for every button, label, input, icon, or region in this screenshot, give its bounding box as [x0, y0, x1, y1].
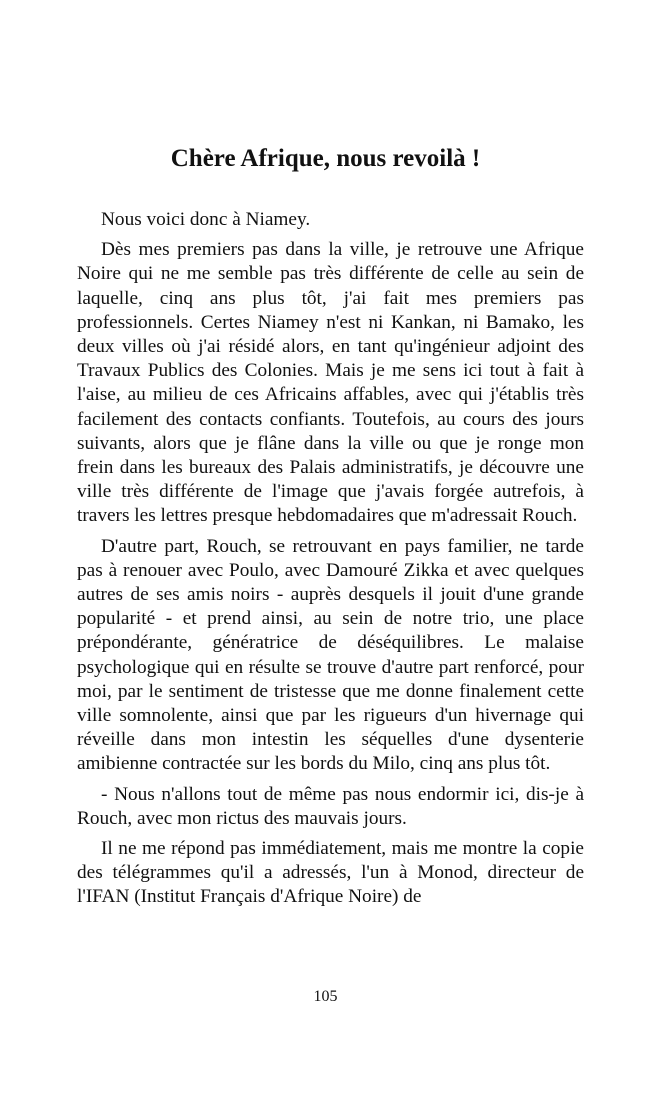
- paragraph: Il ne me répond pas immédiatement, mais me montre la copie des télégrammes qu'il a adressés, l'un à Monod, directeur de l'IFAN (Institut Français d'Afrique Noire) de: [77, 838, 584, 908]
- page-number: 105: [313, 988, 338, 1005]
- paragraph: - Nous n'allons tout de même pas nous endormir ici, dis-je à Rouch, avec mon rictus des mauvais jours.: [77, 783, 584, 829]
- paragraph: Dès mes premiers pas dans la ville, je retrouve une Afrique Noire qui ne me semble pas très différente de celle au sein de laquelle, cinq ans plus tôt, j'ai fait mes premiers pas professionnels. Certes Niamey n'est ni Kankan, ni Bamako, les deux villes où j'ai résidé alors, en tant qu'ingénieur adjoint des Travaux Publics des Colonies. Mais je me sens ici tout à fait à l'aise, au milieu de ces Africains affables, avec qui j'établis très facilement des contacts confiants. Toutefois, au cours des jours suivants, alors que je flâne dans la ville ou que je ronge mon frein dans les bureaux des Palais administratifs, je découvre une ville très différente de l'image que j'avais forgée autrefois, à travers les lettres presque hebdomadaires que m'adressait Rouch.: [77, 239, 584, 527]
- paragraph: D'autre part, Rouch, se retrouvant en pays familier, ne tarde pas à renouer avec Poulo, avec Damouré Zikka et avec quelques autres de ses amis noirs - auprès desquels il jouit d'une grande popularité - et prend ainsi, au sein de notre trio, une place prépondérante, génératrice de déséquilibres. Le malaise psychologique qui en résulte se trouve d'autre part renforcé, pour moi, par le sentiment de tristesse que me donne finalement cette ville somnolente, ainsi que par les rigueurs d'un hivernage qui réveille dans mon intestin les séquelles d'une dysenterie amibienne contractée sur les bords du Milo, cinq ans plus tôt.: [77, 535, 584, 775]
- body-text: [77, 208, 584, 916]
- paragraph: Nous voici donc à Niamey.: [101, 209, 311, 230]
- chapter-title: Chère Afrique, nous revoilà !: [170, 145, 481, 172]
